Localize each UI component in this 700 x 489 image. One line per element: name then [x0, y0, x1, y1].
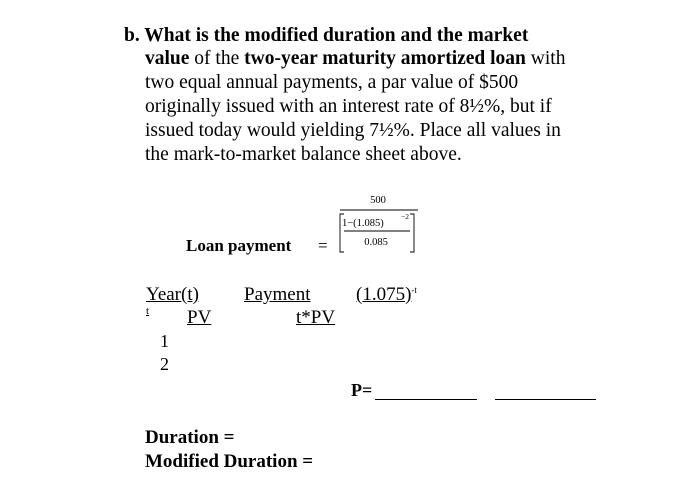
t-marker: t [146, 305, 150, 317]
year-row-1: 1 [160, 331, 169, 351]
pv-header: PV [187, 307, 212, 328]
price-label: P= [351, 380, 373, 400]
formula-exponent: −2 [401, 212, 409, 221]
formula-inner-numerator: 1−(1.085) [342, 218, 384, 229]
formula-inner-denominator: 0.085 [364, 237, 388, 248]
question-line-6: the mark-to-market balance sheet above. [145, 144, 462, 165]
right-bracket [410, 214, 414, 252]
loan-payment-equals: = [318, 236, 328, 255]
duration-label: Duration = [145, 427, 235, 448]
loan-payment-label: Loan payment [186, 236, 292, 255]
price-blank-1 [375, 399, 477, 400]
tpv-header: t*PV [296, 307, 336, 328]
question-line-5: issued today would yielding 7½%. Place all values in [145, 120, 561, 141]
payment-header: Payment [244, 284, 311, 305]
question-line-1: b. What is the modified duration and the market [124, 25, 529, 46]
question-line-4: originally issued with an interest rate of 8½%, but if [145, 96, 552, 117]
price-blank-2 [495, 399, 596, 400]
discount-header: $(1.075)^{-t}$ [356, 284, 417, 305]
year-header: Year(t) [146, 284, 199, 305]
question-line-2: value of the two-year maturity amortized loan with [145, 48, 566, 69]
modified-duration-label: Modified Duration = [145, 451, 314, 472]
year-row-2: 2 [160, 354, 169, 374]
question-line-3: two equal annual payments, a par value of $500 [145, 72, 519, 93]
loan-payment-formula [334, 188, 424, 264]
formula-numerator: 500 [370, 195, 386, 206]
